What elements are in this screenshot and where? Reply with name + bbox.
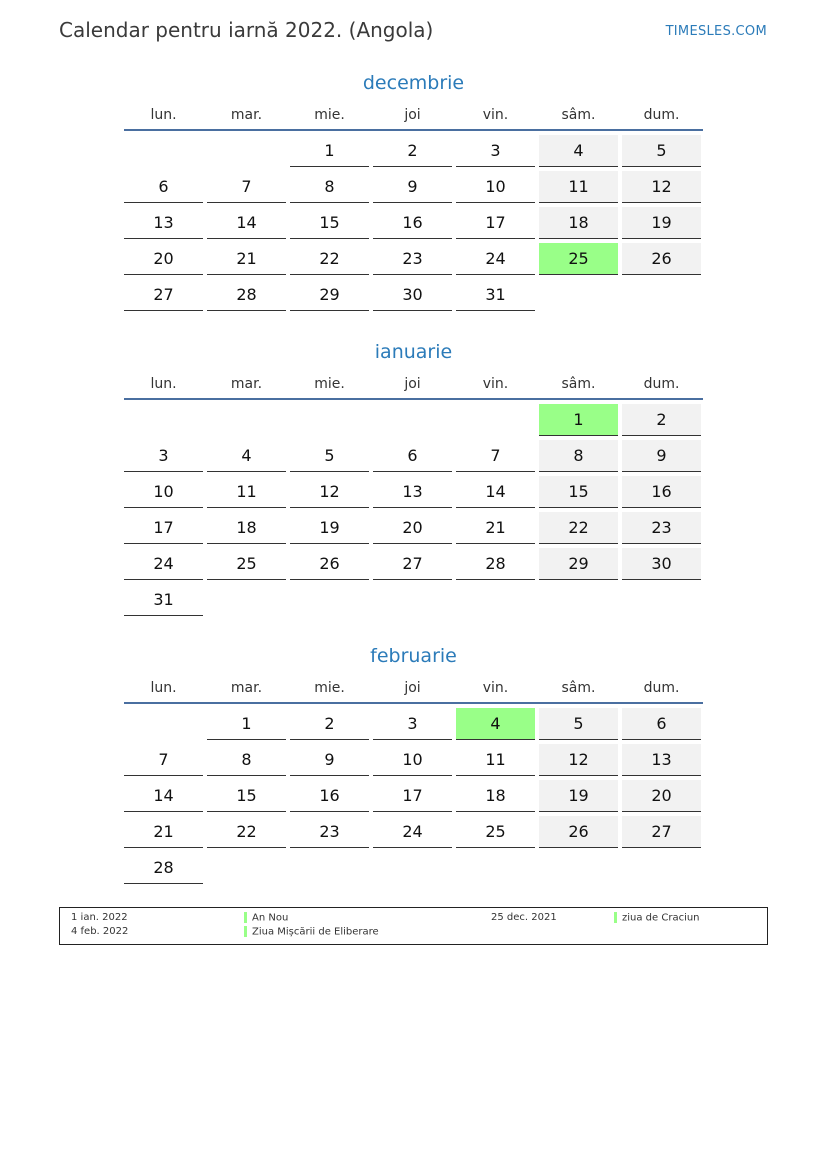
day-cell: 16	[373, 207, 452, 239]
day-cell: 19	[290, 512, 369, 544]
day-cell: 8	[207, 744, 286, 776]
day-cell: 27	[622, 816, 701, 848]
brand-link[interactable]: TIMESLES.COM	[665, 24, 767, 39]
day-cell: 10	[373, 744, 452, 776]
day-cell: 23	[622, 512, 701, 544]
legend-item	[244, 912, 288, 924]
day-cell: 7	[207, 171, 286, 203]
day-cell: 9	[373, 171, 452, 203]
weekday-label: dum.	[643, 376, 680, 392]
day-cell: 2	[373, 135, 452, 167]
legend-date: 4 feb. 2022	[71, 926, 129, 937]
day-cell: 23	[290, 816, 369, 848]
empty-day-cell	[290, 852, 369, 884]
day-cell: 25	[456, 816, 535, 848]
week-row	[124, 243, 703, 275]
empty-day-cell	[373, 584, 452, 616]
week-row	[124, 584, 703, 616]
legend-item	[244, 926, 379, 938]
weekday-header	[124, 97, 703, 131]
empty-day-cell	[373, 404, 452, 436]
day-cell: 27	[124, 279, 203, 311]
day-cell: 24	[124, 548, 203, 580]
holiday-day-cell: 1	[539, 404, 618, 436]
weekday-label: vin.	[482, 107, 509, 123]
empty-day-cell	[290, 584, 369, 616]
empty-day-cell	[207, 135, 286, 167]
holiday-color-marker	[614, 912, 617, 923]
empty-day-cell	[456, 584, 535, 616]
weekday-label: mar.	[230, 680, 263, 696]
day-cell: 1	[290, 135, 369, 167]
day-cell: 28	[124, 852, 203, 884]
weekday-label: mar.	[230, 376, 263, 392]
day-cell: 9	[290, 744, 369, 776]
day-cell: 2	[622, 404, 701, 436]
day-cell: 14	[456, 476, 535, 508]
day-cell: 8	[290, 171, 369, 203]
empty-day-cell	[456, 404, 535, 436]
day-cell: 30	[373, 279, 452, 311]
day-cell: 5	[622, 135, 701, 167]
week-row	[124, 135, 703, 167]
weekday-label: sâm.	[561, 376, 596, 392]
empty-day-cell	[622, 584, 701, 616]
legend-name: An Nou	[252, 912, 289, 924]
day-cell: 18	[539, 207, 618, 239]
empty-day-cell	[622, 852, 701, 884]
legend-item	[614, 912, 700, 924]
day-cell: 20	[373, 512, 452, 544]
empty-day-cell	[539, 584, 618, 616]
day-cell: 11	[456, 744, 535, 776]
day-cell: 7	[456, 440, 535, 472]
holiday-legend	[59, 907, 768, 945]
weekday-label: lun.	[150, 107, 177, 123]
empty-day-cell	[207, 852, 286, 884]
empty-day-cell	[456, 852, 535, 884]
holiday-day-cell: 25	[539, 243, 618, 275]
empty-day-cell	[124, 404, 203, 436]
week-row	[124, 440, 703, 472]
month-name: decembrie	[362, 72, 465, 94]
day-cell: 22	[539, 512, 618, 544]
day-cell: 31	[456, 279, 535, 311]
day-cell: 11	[539, 171, 618, 203]
empty-day-cell	[124, 135, 203, 167]
day-cell: 25	[207, 548, 286, 580]
day-cell: 26	[539, 816, 618, 848]
day-cell: 12	[539, 744, 618, 776]
legend-name: ziua de Craciun	[622, 912, 700, 924]
day-cell: 5	[290, 440, 369, 472]
day-cell: 3	[373, 708, 452, 740]
week-row	[124, 780, 703, 812]
legend-date: 25 dec. 2021	[491, 912, 557, 923]
day-cell: 14	[124, 780, 203, 812]
day-cell: 19	[539, 780, 618, 812]
weekday-label: mie.	[314, 107, 345, 123]
week-row	[124, 476, 703, 508]
holiday-color-marker	[244, 912, 247, 923]
legend-name: Ziua Mișcării de Eliberare	[252, 926, 379, 938]
day-cell: 6	[124, 171, 203, 203]
weekday-label: mie.	[314, 376, 345, 392]
weekday-label: vin.	[482, 376, 509, 392]
day-cell: 4	[207, 440, 286, 472]
day-cell: 10	[456, 171, 535, 203]
day-cell: 10	[124, 476, 203, 508]
day-cell: 29	[290, 279, 369, 311]
day-cell: 22	[207, 816, 286, 848]
holiday-day-cell: 4	[456, 708, 535, 740]
holiday-color-marker	[244, 926, 247, 937]
weekday-label: mar.	[230, 107, 263, 123]
weekday-label: sâm.	[561, 680, 596, 696]
weekday-label: sâm.	[561, 107, 596, 123]
day-cell: 15	[539, 476, 618, 508]
day-cell: 21	[124, 816, 203, 848]
day-cell: 6	[622, 708, 701, 740]
day-cell: 7	[124, 744, 203, 776]
day-cell: 24	[456, 243, 535, 275]
day-cell: 5	[539, 708, 618, 740]
day-cell: 20	[124, 243, 203, 275]
day-cell: 9	[622, 440, 701, 472]
day-cell: 21	[456, 512, 535, 544]
weekday-label: vin.	[482, 680, 509, 696]
week-row	[124, 744, 703, 776]
week-row	[124, 548, 703, 580]
empty-day-cell	[290, 404, 369, 436]
weekday-header	[124, 670, 703, 704]
day-cell: 15	[290, 207, 369, 239]
day-cell: 11	[207, 476, 286, 508]
empty-day-cell	[373, 852, 452, 884]
day-cell: 21	[207, 243, 286, 275]
weekday-label: joi	[404, 680, 421, 696]
empty-day-cell	[539, 852, 618, 884]
day-cell: 3	[124, 440, 203, 472]
legend-date: 1 ian. 2022	[71, 912, 128, 923]
week-row	[124, 207, 703, 239]
empty-day-cell	[207, 584, 286, 616]
weekday-label: dum.	[643, 107, 680, 123]
day-cell: 6	[373, 440, 452, 472]
day-cell: 16	[622, 476, 701, 508]
page-title: Calendar pentru iarnă 2022. (Angola)	[59, 18, 434, 42]
week-row	[124, 404, 703, 436]
day-cell: 27	[373, 548, 452, 580]
week-row	[124, 279, 703, 311]
empty-day-cell	[207, 404, 286, 436]
day-cell: 15	[207, 780, 286, 812]
day-cell: 18	[456, 780, 535, 812]
day-cell: 29	[539, 548, 618, 580]
empty-day-cell	[539, 279, 618, 311]
day-cell: 17	[456, 207, 535, 239]
day-cell: 14	[207, 207, 286, 239]
day-cell: 23	[373, 243, 452, 275]
day-cell: 31	[124, 584, 203, 616]
day-cell: 17	[124, 512, 203, 544]
week-row	[124, 852, 703, 884]
week-row	[124, 708, 703, 740]
day-cell: 8	[539, 440, 618, 472]
day-cell: 28	[456, 548, 535, 580]
day-cell: 26	[622, 243, 701, 275]
day-cell: 20	[622, 780, 701, 812]
day-cell: 2	[290, 708, 369, 740]
day-cell: 12	[290, 476, 369, 508]
day-cell: 17	[373, 780, 452, 812]
month-block	[124, 642, 703, 888]
day-cell: 12	[622, 171, 701, 203]
day-cell: 16	[290, 780, 369, 812]
month-block	[124, 338, 703, 620]
day-cell: 13	[124, 207, 203, 239]
day-cell: 28	[207, 279, 286, 311]
weekday-label: lun.	[150, 376, 177, 392]
month-name: ianuarie	[374, 341, 453, 363]
weekday-label: joi	[404, 107, 421, 123]
week-row	[124, 816, 703, 848]
weekday-label: dum.	[643, 680, 680, 696]
day-cell: 3	[456, 135, 535, 167]
day-cell: 30	[622, 548, 701, 580]
day-cell: 24	[373, 816, 452, 848]
week-row	[124, 171, 703, 203]
empty-day-cell	[622, 279, 701, 311]
month-block	[124, 69, 703, 315]
week-row	[124, 512, 703, 544]
day-cell: 18	[207, 512, 286, 544]
day-cell: 13	[622, 744, 701, 776]
day-cell: 4	[539, 135, 618, 167]
weekday-header	[124, 366, 703, 400]
month-name: februarie	[370, 645, 457, 667]
day-cell: 19	[622, 207, 701, 239]
weekday-label: joi	[404, 376, 421, 392]
empty-day-cell	[124, 708, 203, 740]
weekday-label: lun.	[150, 680, 177, 696]
day-cell: 1	[207, 708, 286, 740]
day-cell: 13	[373, 476, 452, 508]
weekday-label: mie.	[314, 680, 345, 696]
day-cell: 22	[290, 243, 369, 275]
day-cell: 26	[290, 548, 369, 580]
